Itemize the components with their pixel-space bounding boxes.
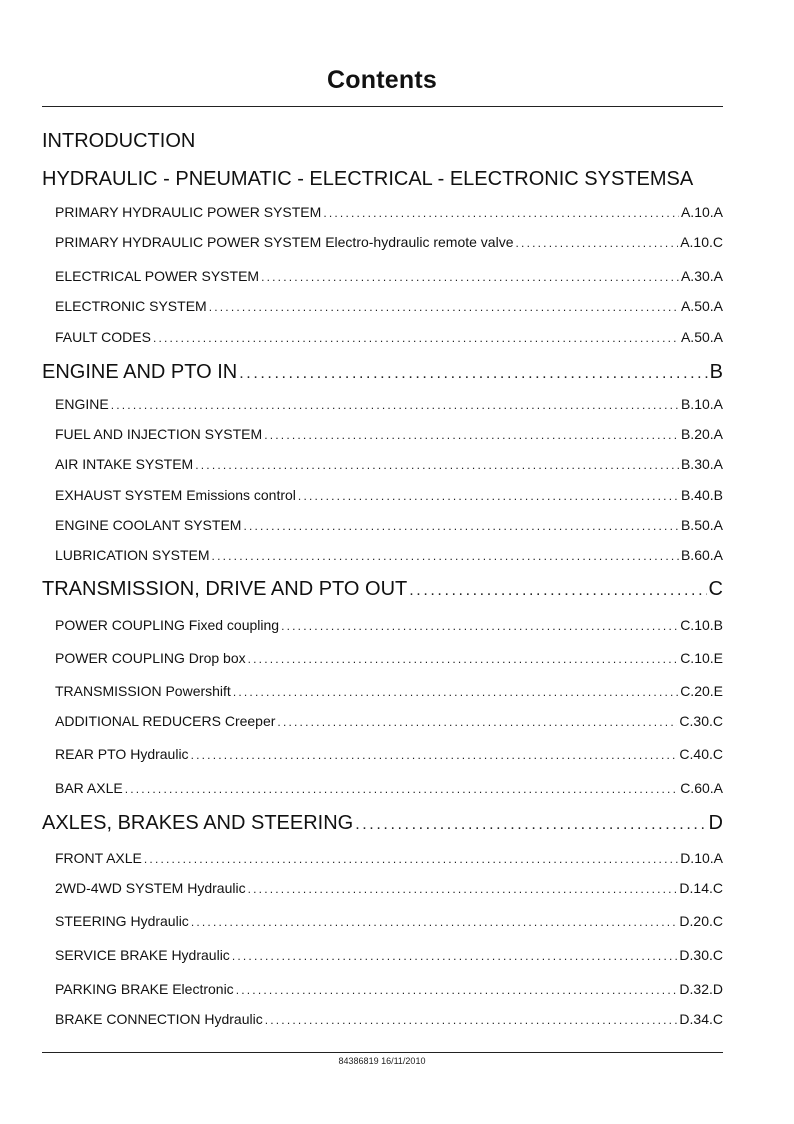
toc-entry-code: D.10.A <box>680 850 723 866</box>
toc-entry[interactable] <box>42 1011 723 1027</box>
dot-leader <box>111 398 679 412</box>
toc-entry-label: PRIMARY HYDRAULIC POWER SYSTEM <box>55 204 322 220</box>
toc-entry-code: D.20.C <box>679 913 723 929</box>
toc-entry-code: C.10.B <box>680 617 723 633</box>
toc-entry-label: ELECTRICAL POWER SYSTEM <box>55 268 260 284</box>
toc-entry[interactable] <box>42 746 723 762</box>
toc-entry-code: C.30.C <box>679 713 723 729</box>
toc-entry-code: B.50.A <box>680 517 723 533</box>
toc-entry-label: ELECTRONIC SYSTEM <box>55 298 207 314</box>
toc-section-label: AXLES, BRAKES AND STEERING <box>42 812 354 834</box>
toc-section-label: ENGINE AND PTO IN <box>42 361 238 383</box>
dot-leader <box>239 365 707 383</box>
dot-leader <box>209 300 679 314</box>
toc-entry-code: C.20.E <box>680 683 723 699</box>
toc-entry-code: D.32.D <box>679 981 723 997</box>
dot-leader <box>409 582 706 600</box>
toc-entry-label: TRANSMISSION Powershift <box>55 683 231 699</box>
toc-entry-label: 2WD-4WD SYSTEM Hydraulic <box>55 880 246 896</box>
dot-leader <box>248 652 679 666</box>
toc-entry[interactable] <box>42 780 723 796</box>
toc-entry-label: LUBRICATION SYSTEM <box>55 547 210 563</box>
toc-entry-label: FAULT CODES <box>55 329 151 345</box>
toc-section-code: B <box>709 361 723 383</box>
dot-leader <box>355 816 706 834</box>
toc-entry-code: D.34.C <box>679 1011 723 1027</box>
dot-leader <box>195 458 679 472</box>
toc-section-code: C <box>708 578 723 600</box>
toc-entry[interactable] <box>42 683 723 699</box>
toc-entry-label: FRONT AXLE <box>55 850 142 866</box>
toc-entry-code: C.40.C <box>679 746 723 762</box>
dot-leader <box>516 236 679 250</box>
dot-leader <box>191 915 678 929</box>
toc-entry-code: A.10.A <box>680 204 723 220</box>
toc-entry-code: A.50.A <box>680 329 723 345</box>
toc-entry[interactable] <box>42 396 723 412</box>
toc-entry-code: B.30.A <box>680 456 723 472</box>
toc-entry[interactable] <box>42 981 723 997</box>
toc-section-a[interactable] <box>42 168 723 191</box>
dot-leader <box>264 428 679 442</box>
dot-leader <box>323 206 679 220</box>
dot-leader <box>125 782 678 796</box>
toc-entry[interactable] <box>42 880 723 896</box>
toc-entry[interactable] <box>42 456 723 472</box>
toc-entry-label: BAR AXLE <box>55 780 123 796</box>
toc-entry-label: SERVICE BRAKE Hydraulic <box>55 947 230 963</box>
toc-entry-code: B.20.A <box>680 426 723 442</box>
toc-entry[interactable] <box>42 617 723 633</box>
toc-entry-label: AIR INTAKE SYSTEM <box>55 456 194 472</box>
dot-leader <box>243 519 679 533</box>
page-footer: 84386819 16/11/2010 <box>338 1056 426 1066</box>
dot-leader <box>248 882 678 896</box>
toc-entry-code: D.14.C <box>679 880 723 896</box>
toc-entry[interactable] <box>42 329 723 345</box>
dot-leader <box>153 331 679 345</box>
toc-section-label: TRANSMISSION, DRIVE AND PTO OUT <box>42 578 408 600</box>
toc-section-d[interactable] <box>42 812 723 835</box>
toc-entry-label: PARKING BRAKE Electronic <box>55 981 234 997</box>
toc-entry[interactable] <box>42 713 723 729</box>
toc-entry[interactable] <box>42 298 723 314</box>
toc-entry-label: PRIMARY HYDRAULIC POWER SYSTEM Electro-hydraulic remote valve <box>55 234 514 250</box>
toc-entry-label: REAR PTO Hydraulic <box>55 746 189 762</box>
dot-leader <box>298 489 679 503</box>
toc-entry-code: B.10.A <box>680 396 723 412</box>
dot-leader <box>233 685 678 699</box>
page-title: Contents <box>327 66 437 94</box>
toc-entry-label: POWER COUPLING Drop box <box>55 650 246 666</box>
toc-entry[interactable] <box>42 913 723 929</box>
toc-entry-label: BRAKE CONNECTION Hydraulic <box>55 1011 263 1027</box>
toc-section-code: D <box>708 812 723 834</box>
toc-entry[interactable] <box>42 650 723 666</box>
toc-entry-label: ADDITIONAL REDUCERS Creeper <box>55 713 276 729</box>
dot-leader <box>144 852 678 866</box>
toc-entry-label: ENGINE <box>55 396 109 412</box>
toc-entry-code: B.60.A <box>680 547 723 563</box>
toc-entry[interactable] <box>42 547 723 563</box>
dot-leader <box>265 1013 678 1027</box>
toc-section-label: INTRODUCTION <box>42 130 196 152</box>
toc-entry-code: A.50.A <box>680 298 723 314</box>
toc-section-code: A <box>679 168 694 190</box>
toc-entry-code: C.60.A <box>680 780 723 796</box>
toc-entry[interactable] <box>42 268 723 284</box>
toc-entry[interactable] <box>42 426 723 442</box>
footer-rule <box>42 1052 723 1053</box>
toc-entry[interactable] <box>42 947 723 963</box>
dot-leader <box>236 983 678 997</box>
dot-leader <box>232 949 678 963</box>
toc-section-label: HYDRAULIC - PNEUMATIC - ELECTRICAL - ELECTRONIC SYSTEMS <box>42 168 680 190</box>
dot-leader <box>191 748 678 762</box>
toc-entry-label: POWER COUPLING Fixed coupling <box>55 617 280 633</box>
dot-leader <box>277 715 677 729</box>
dot-leader <box>212 549 679 563</box>
toc-entry[interactable] <box>42 850 723 866</box>
toc-entry-code: D.30.C <box>679 947 723 963</box>
toc-entry[interactable] <box>42 517 723 533</box>
toc-entry-label: ENGINE COOLANT SYSTEM <box>55 517 242 533</box>
toc-entry-code: C.10.E <box>680 650 723 666</box>
toc-entry-label: EXHAUST SYSTEM Emissions control <box>55 487 296 503</box>
toc-entry[interactable] <box>42 204 723 220</box>
toc-entry[interactable] <box>42 234 723 250</box>
dot-leader <box>281 619 678 633</box>
toc-entry-label: STEERING Hydraulic <box>55 913 189 929</box>
toc-entry-label: FUEL AND INJECTION SYSTEM <box>55 426 263 442</box>
toc-section-c[interactable] <box>42 578 723 601</box>
toc-section-introduction[interactable] <box>42 130 723 153</box>
dot-leader <box>261 270 679 284</box>
toc-entry-code: A.30.A <box>680 268 723 284</box>
toc-entry-code: A.10.C <box>680 234 723 250</box>
toc-section-b[interactable] <box>42 361 723 384</box>
toc-entry-code: B.40.B <box>680 487 723 503</box>
title-rule <box>42 106 723 107</box>
toc-entry[interactable] <box>42 487 723 503</box>
